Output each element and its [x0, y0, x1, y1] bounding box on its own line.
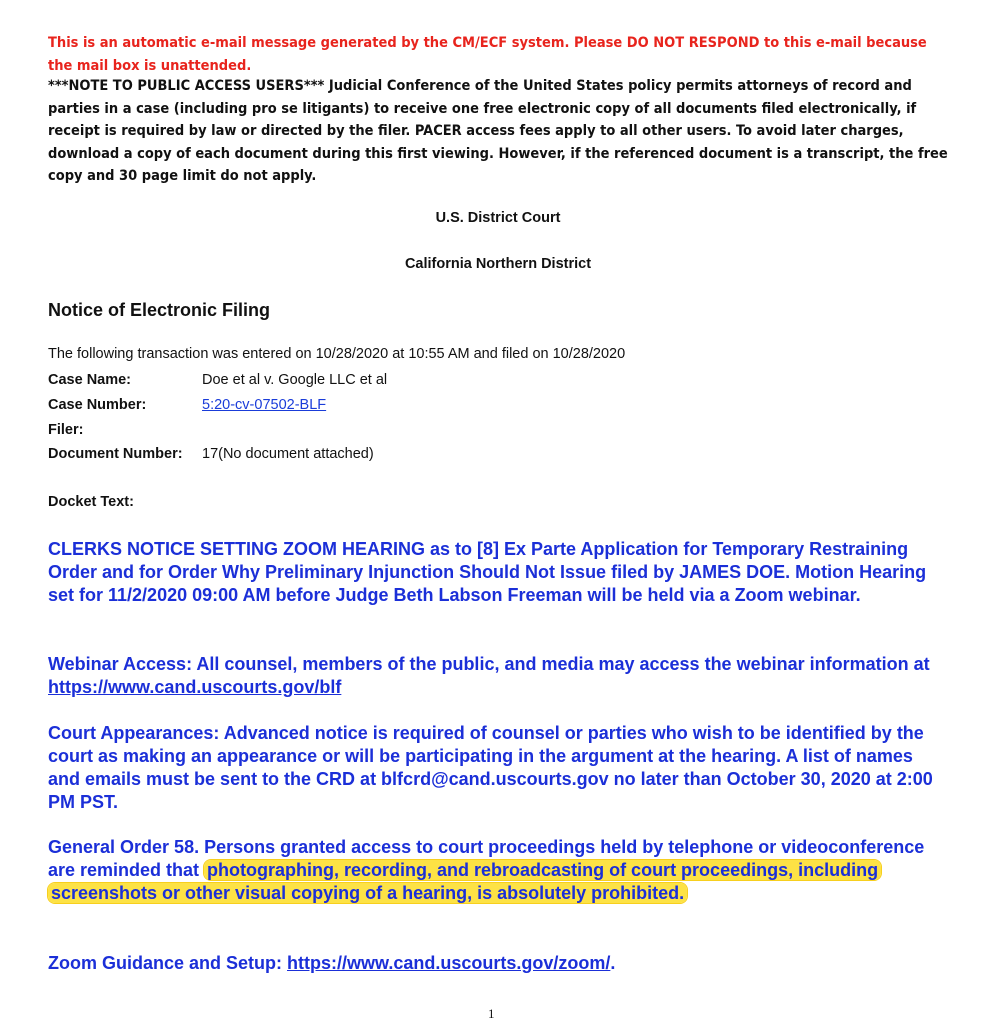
highlighted-prohibition: photographing, recording, and rebroadcasting of court proceedings, including screenshots or other visual copying of a hearing, is absolutely prohibited.	[48, 860, 881, 903]
webinar-access-text: Webinar Access: All counsel, members of the public, and media may access the webinar information at	[48, 654, 930, 674]
docket-paragraph-appearances: Court Appearances: Advanced notice is required of counsel or parties who wish to be identified by the court as making an appearance or will be participating in the argument at the hearing. A list of names and emails must be sent to the CRD at blfcrd@cand.uscourts.gov no later than October 30, 2020 at 2:00 PM PST.	[48, 723, 933, 812]
case-number-label: Case Number:	[48, 397, 147, 413]
docket-text-label: Docket Text:	[48, 494, 134, 510]
docket-paragraph-webinar	[48, 653, 948, 699]
zoom-guidance-text: Zoom Guidance and Setup:	[48, 953, 288, 973]
court-district: California Northern District	[404, 256, 592, 272]
public-access-note: ***NOTE TO PUBLIC ACCESS USERS*** Judicial Conference of the United States policy permits attorneys of record and parties in a case (including pro se litigants) to receive one free electronic copy of all documents filed electronically, if receipt is required by law or directed by the filer. PACER access fees apply to all other users. To avoid later charges, download a copy of each document during this first viewing. However, if the referenced document is a transcript, the free copy and 30 page limit do not apply.	[48, 78, 948, 184]
case-name-value: Doe et al v. Google LLC et al	[202, 372, 388, 388]
zoom-guidance-link[interactable]: https://www.cand.uscourts.gov/zoom/	[287, 953, 611, 973]
case-number-link[interactable]: 5:20-cv-07502-BLF	[202, 397, 327, 413]
zoom-guidance-period: .	[610, 953, 616, 973]
page-number: 1	[488, 1006, 495, 1021]
case-name-label: Case Name:	[48, 372, 132, 388]
page-title: Notice of Electronic Filing	[48, 300, 271, 320]
transaction-line: The following transaction was entered on 10/28/2020 at 10:55 AM and filed on 10/28/2020	[48, 346, 626, 362]
docket-paragraph-zoom-guidance	[48, 952, 948, 975]
document-number-value: 17(No document attached)	[202, 446, 374, 462]
filer-label: Filer:	[48, 422, 84, 438]
docket-paragraph-hearing: CLERKS NOTICE SETTING ZOOM HEARING as to [8] Ex Parte Application for Temporary Restraining Order and for Order Why Preliminary Injunction Should Not Issue filed by JAMES DOE. Motion Hearing set for 11/2/2020 09:00 AM before Judge Beth Labson Freeman will be held via a Zoom webinar.	[48, 539, 927, 605]
docket-paragraph-general-order	[48, 836, 948, 905]
general-order-text: General Order 58. Persons granted access to court proceedings held by telephone or videoconference are reminded that	[48, 837, 925, 880]
court-name: U.S. District Court	[435, 210, 561, 226]
document-number-label: Document Number:	[48, 446, 183, 462]
webinar-link[interactable]: https://www.cand.uscourts.gov/blf	[48, 677, 342, 697]
automatic-message-warning: This is an automatic e-mail message generated by the CM/ECF system. Please DO NOT RESPOND to this e-mail because the mail box is unattended.	[48, 35, 927, 74]
